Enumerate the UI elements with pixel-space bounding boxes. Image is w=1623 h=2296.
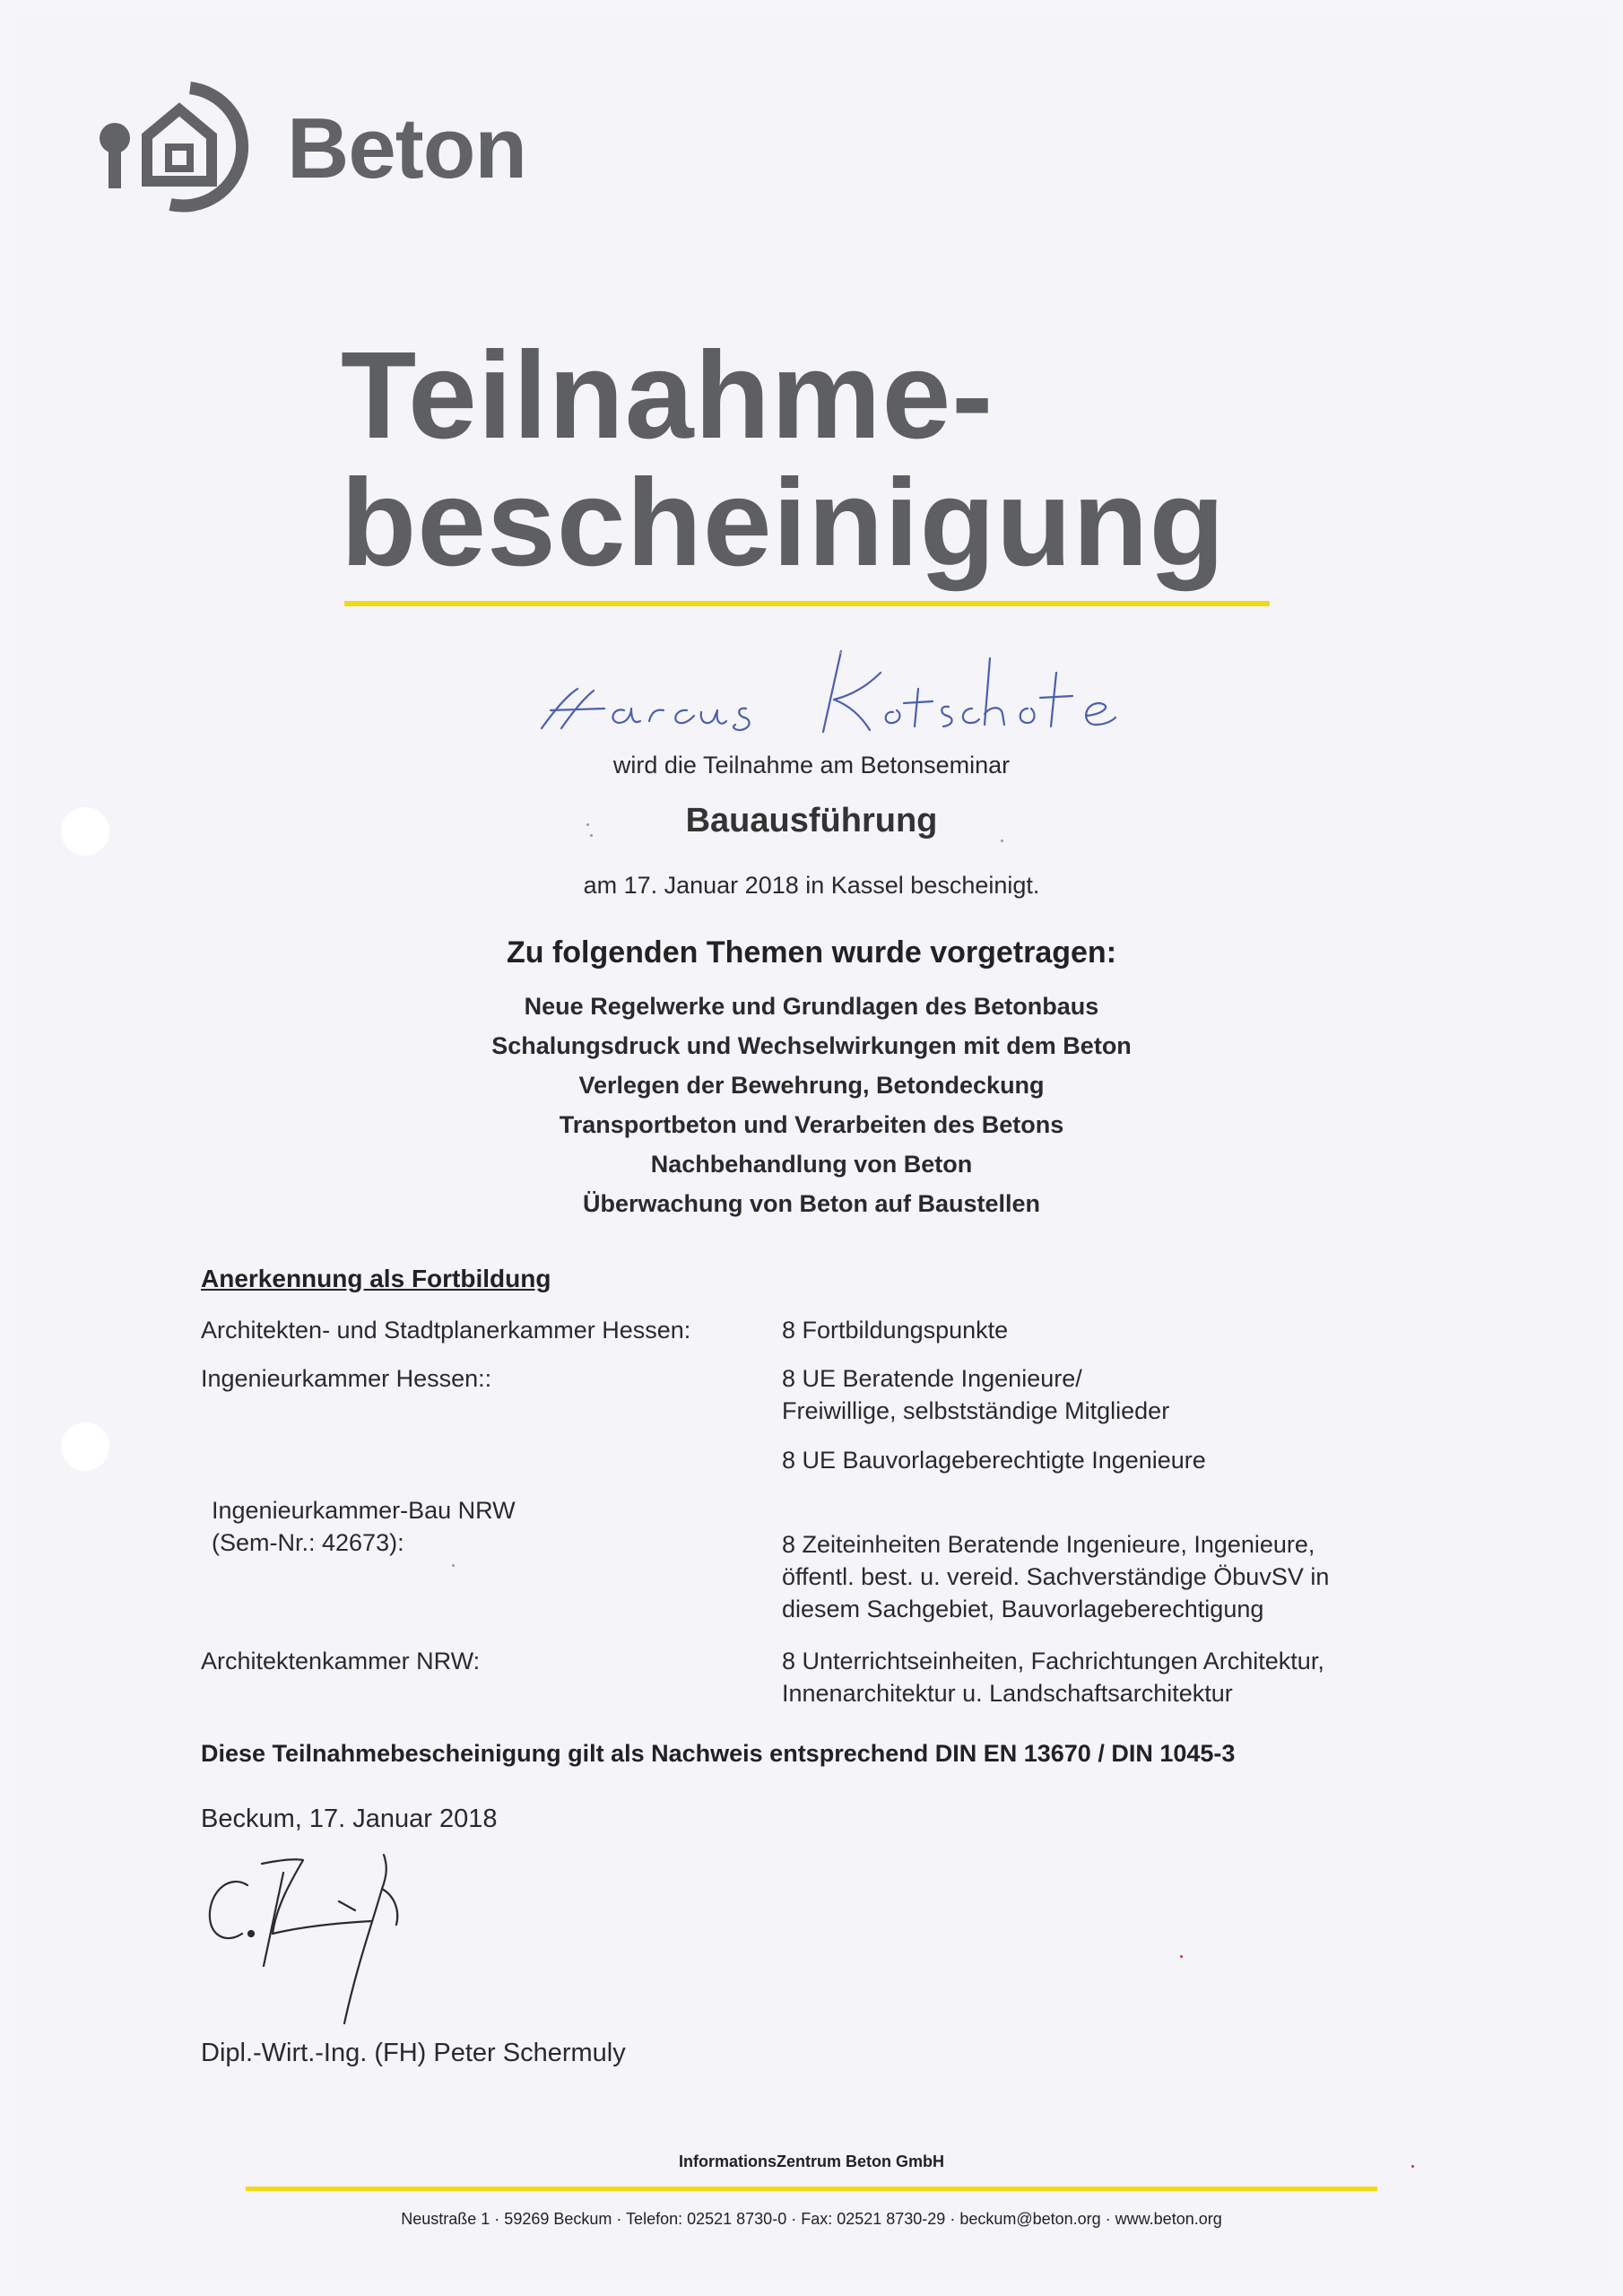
recognition-label: Architektenkammer NRW: (201, 1648, 481, 1674)
intro-text: wird die Teilnahme am Betonseminar (612, 752, 1011, 778)
place-date: Beckum, 17. Januar 2018 (201, 1805, 498, 1833)
recognition-label: Architekten- und Stadtplanerkammer Hessen: (201, 1317, 691, 1344)
din-statement: Diese Teilnahmebescheinigung gilt als Nachweis entsprechend DIN EN 13670 / DIN 1045-3 (201, 1740, 1236, 1767)
paper-speck (586, 823, 589, 826)
paper-speck (1411, 2165, 1414, 2168)
punch-hole-bottom (61, 1422, 109, 1471)
paper-speck (452, 1564, 455, 1567)
paper-speck (839, 651, 842, 654)
topic-item: Verlegen der Bewehrung, Betondeckung (578, 1072, 1045, 1099)
date-line: am 17. Januar 2018 in Kassel bescheinigt. (583, 872, 1040, 899)
footer-rule (246, 2187, 1377, 2191)
recognition-value: 8 UE Beratende Ingenieure/ Freiwillige, selbstständige Mitglieder (782, 1365, 1170, 1424)
recognition-heading: Anerkennung als Fortbildung (201, 1265, 551, 1292)
topics-list (0, 987, 1623, 1223)
paper-speck (1180, 1955, 1183, 1958)
recognition-label: Ingenieurkammer Hessen:: (201, 1365, 492, 1392)
topic-item: Schalungsdruck und Wechselwirkungen mit dem Beton (491, 1032, 1132, 1059)
seminar-title: Bauausführung (685, 802, 938, 839)
signer-name: Dipl.-Wirt.-Ing. (FH) Peter Schermuly (201, 2039, 626, 2067)
page-title (341, 326, 1327, 592)
title-line-2: bescheinigung (341, 454, 1226, 592)
recognition-value: 8 Zeiteinheiten Beratende Ingenieure, Ingenieure, öffentl. best. u. vereid. Sachverständige ÖbuvSV in diesem Sachgebiet, Bauvorlageberechtigung (782, 1531, 1330, 1622)
recognition-label: Ingenieurkammer-Bau NRW (Sem-Nr.: 42673): (212, 1497, 516, 1556)
topic-item: Transportbeton und Verarbeiten des Betons (559, 1111, 1064, 1138)
title-line-1: Teilnahme- (341, 326, 994, 465)
paper-speck (1001, 839, 1003, 842)
recognition-value: 8 UE Bauvorlageberechtigte Ingenieure (782, 1447, 1206, 1474)
topics-heading: Zu folgenden Themen wurde vorgetragen: (506, 935, 1117, 970)
topic-item: Überwachung von Beton auf Baustellen (582, 1190, 1041, 1217)
footer-company: InformationsZentrum Beton GmbH (679, 2152, 944, 2170)
title-underline (344, 601, 1270, 606)
topic-item: Nachbehandlung von Beton (650, 1151, 973, 1178)
logo-wordmark: Beton (287, 100, 526, 196)
topic-item: Neue Regelwerke und Grundlagen des Betonbaus (524, 993, 1099, 1020)
signature-handwritten (204, 1848, 491, 2036)
recognition-value: 8 Unterrichtseinheiten, Fachrichtungen Architektur, Innenarchitektur u. Landschaftsarchitektur (782, 1648, 1324, 1707)
paper-speck (590, 834, 593, 837)
recognition-value: 8 Fortbildungspunkte (782, 1317, 1009, 1344)
footer-address: Neustraße 1 · 59269 Beckum · Telefon: 02521 8730-0 · Fax: 02521 8730-29 · beckum@beton.org · www.beton.org (401, 2210, 1222, 2228)
participant-name-handwritten (538, 646, 1130, 744)
